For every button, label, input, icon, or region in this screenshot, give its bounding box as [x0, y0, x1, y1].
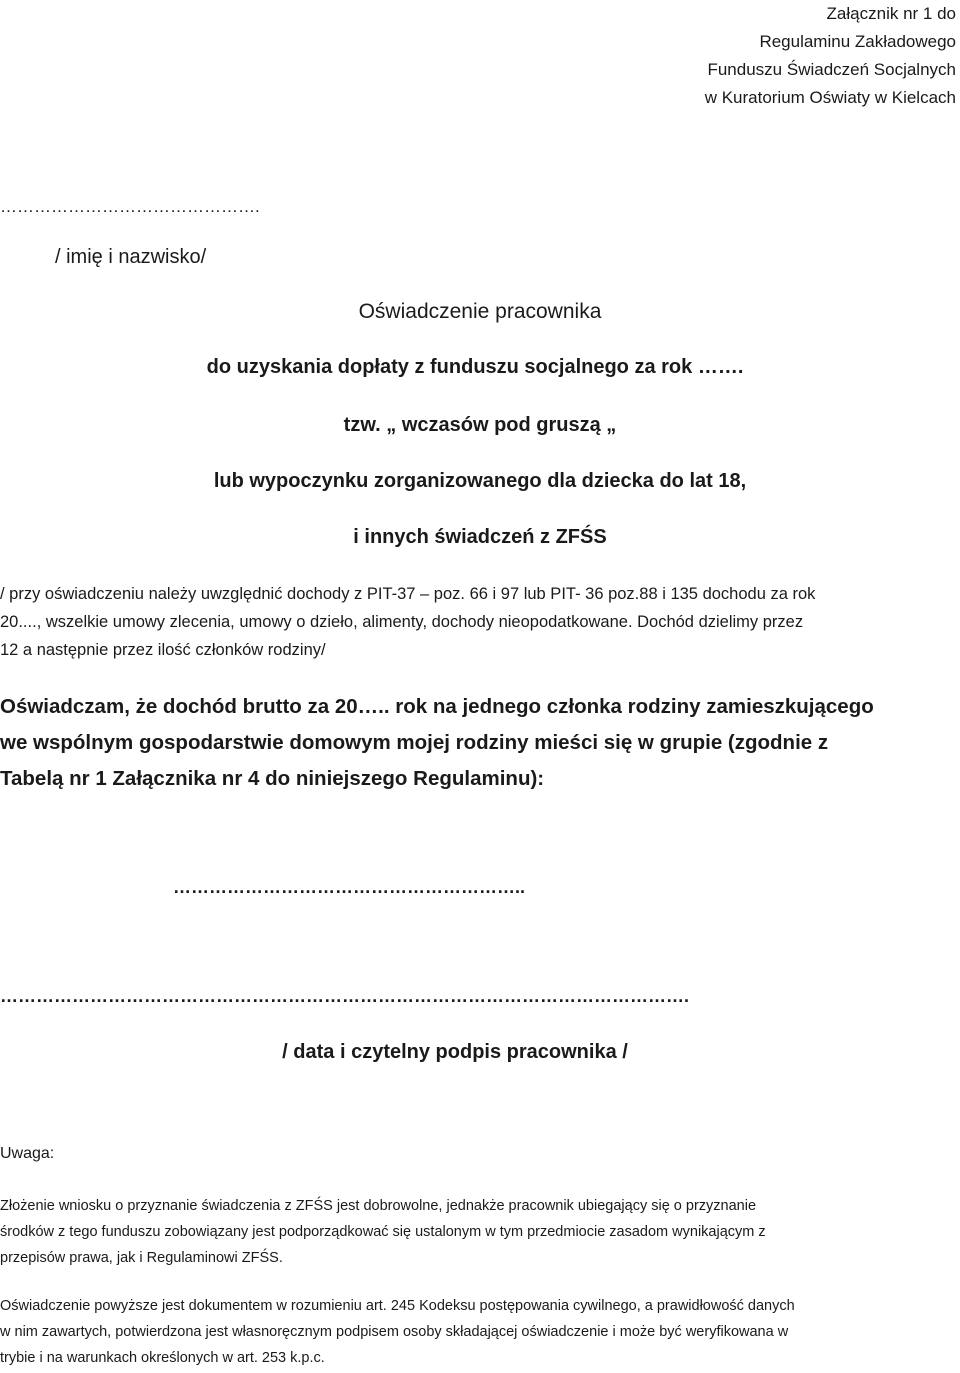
- note-paragraph-1: [0, 1193, 958, 1271]
- name-field-label: / imię i nazwisko/: [55, 246, 207, 268]
- title-subline-wczasy: tzw. „ wczasów pod gruszą „: [343, 414, 617, 436]
- note-paragraph-2: [0, 1293, 958, 1371]
- instruction-line-2: 20...., wszelkie umowy zlecenia, umowy o dzieło, alimenty, dochody nieopodatkowane. Dochód dzielimy przez: [0, 613, 804, 631]
- note-label: Uwaga:: [0, 1145, 55, 1162]
- note-p1-line-1: Złożenie wniosku o przyznanie świadczenia z ZFŚS jest dobrowolne, jednakże pracownik ubiegający się o przyznanie: [0, 1198, 757, 1214]
- title-subline-year: do uzyskania dopłaty z funduszu socjalnego za rok …….: [206, 356, 744, 378]
- title-subline-wypoczynek: lub wypoczynku zorganizowanego dla dziecka do lat 18,: [213, 470, 747, 492]
- header-line-4: w Kuratorium Oświaty w Kielcach: [704, 88, 956, 107]
- document-title: Oświadczenie pracownika: [358, 300, 602, 323]
- header-block: [705, 0, 956, 112]
- header-line-3: Funduszu Świadczeń Socjalnych: [707, 60, 956, 79]
- note-p2-line-2: w nim zawartych, potwierdzona jest własnoręcznym podpisem osoby składającej oświadczenie i może być weryfikowana w: [0, 1324, 789, 1340]
- signature-field[interactable]: …………………………………………………………………………………………………….: [0, 986, 690, 1006]
- signature-label: / data i czytelny podpis pracownika /: [282, 1041, 628, 1063]
- declaration-line-1: Oświadczam, że dochód brutto za 20….. rok na jednego członka rodziny zamieszkującego: [0, 695, 874, 718]
- note-p1-line-3: przepisów prawa, jak i Regulaminowi ZFŚS.: [0, 1250, 283, 1266]
- income-group-field[interactable]: …………………………………………………..: [173, 877, 526, 897]
- declaration-text: [0, 689, 960, 797]
- instruction-line-1: / przy oświadczeniu należy uwzględnić dochody z PIT-37 – poz. 66 i 97 lub PIT- 36 poz.88 i 135 dochodu za rok: [0, 585, 816, 603]
- title-subline-zfss: i innych świadczeń z ZFŚS: [353, 526, 607, 548]
- name-field-dots[interactable]: ……………………………………….: [0, 197, 260, 216]
- declaration-line-3: Tabelą nr 1 Załącznika nr 4 do niniejszego Regulaminu):: [0, 767, 545, 790]
- declaration-line-2: we wspólnym gospodarstwie domowym mojej rodziny mieści się w grupie (zgodnie z: [0, 731, 829, 754]
- note-p2-line-3: trybie i na warunkach określonych w art. 253 k.p.c.: [0, 1350, 325, 1366]
- note-p1-line-2: środków z tego funduszu zobowiązany jest podporządkować się ustalonym w tym przedmiocie zasadom wynikającym z: [0, 1224, 766, 1240]
- instruction-text: [0, 580, 955, 664]
- header-line-2: Regulaminu Zakładowego: [759, 32, 956, 51]
- instruction-line-3: 12 a następnie przez ilość członków rodziny/: [0, 641, 326, 659]
- header-line-1: Załącznik nr 1 do: [826, 4, 956, 23]
- note-p2-line-1: Oświadczenie powyższe jest dokumentem w rozumieniu art. 245 Kodeksu postępowania cywilnego, a prawidłowość danych: [0, 1298, 795, 1314]
